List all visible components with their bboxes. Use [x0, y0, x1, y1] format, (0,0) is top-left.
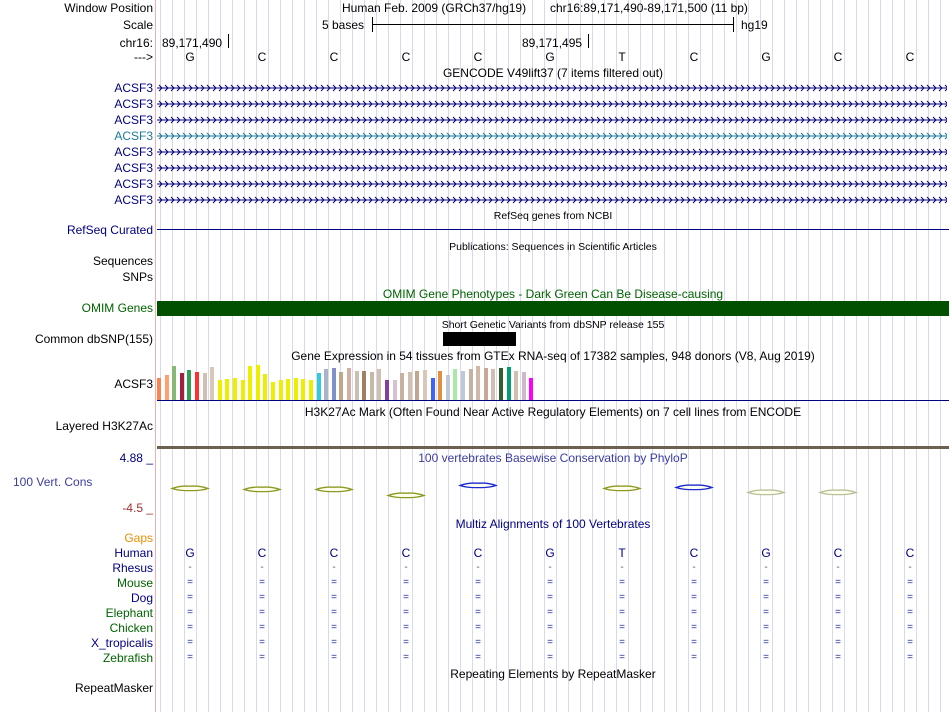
alignment-gap: =: [331, 637, 337, 648]
phylop-ymin: -4.5 _: [122, 501, 153, 515]
scale-text: 5 bases: [322, 18, 365, 32]
gtex-tissue-bar[interactable]: [279, 380, 283, 400]
alignment-base: C: [473, 546, 483, 560]
alignment-gap: =: [763, 637, 769, 648]
phylop-label[interactable]: 100 Vert. Cons: [13, 475, 93, 489]
alignment-gap: =: [475, 652, 481, 663]
scale-db: hg19: [741, 18, 768, 32]
gtex-tissue-bar[interactable]: [476, 366, 480, 400]
gencode-title[interactable]: GENCODE V49lift37 (7 items filtered out): [442, 66, 664, 80]
refseq-gene-line[interactable]: [157, 229, 949, 230]
alignment-gap: -: [404, 562, 408, 573]
phylop-title[interactable]: 100 vertebrates Basewise Conservation by PhyloP: [418, 451, 688, 465]
alignment-gap: =: [691, 577, 697, 588]
alignment-gap: =: [763, 607, 769, 618]
gtex-tissue-bar[interactable]: [491, 369, 495, 400]
gtex-tissue-bar[interactable]: [180, 373, 184, 400]
gtex-tissue-bar[interactable]: [446, 375, 450, 400]
alignment-gap: =: [547, 652, 553, 663]
alignment-gap: =: [835, 637, 841, 648]
alignment-gap: =: [259, 607, 265, 618]
alignment-gap: =: [475, 607, 481, 618]
alignment-gap: =: [331, 622, 337, 633]
alignment-gap: =: [907, 607, 913, 618]
transcript-track[interactable]: [157, 84, 947, 92]
alignment-gap: -: [908, 562, 912, 573]
alignment-gap: =: [619, 637, 625, 648]
strand-label: --->: [134, 50, 153, 64]
phylop-score-mark[interactable]: [170, 481, 210, 488]
alignment-gap: =: [619, 622, 625, 633]
species-label[interactable]: Rhesus: [112, 561, 153, 575]
h3k27ac-title[interactable]: H3K27Ac Mark (Often Found Near Active Regulatory Elements) on 7 cell lines from ENCODE: [304, 405, 802, 419]
window-position-label: Window Position: [64, 1, 153, 15]
alignment-gap: =: [187, 577, 193, 588]
alignment-gap: =: [187, 637, 193, 648]
phylop-score-mark[interactable]: [602, 481, 642, 488]
phylop-score-mark[interactable]: [818, 485, 858, 492]
h3k27ac-label[interactable]: Layered H3K27Ac: [55, 419, 153, 433]
transcript-label[interactable]: ACSF3: [114, 113, 153, 127]
gtex-tissue-bar[interactable]: [263, 374, 267, 400]
alignment-gap: =: [763, 577, 769, 588]
alignment-gap: =: [619, 652, 625, 663]
scale-bar: [372, 24, 734, 25]
gtex-tissue-bar[interactable]: [256, 365, 260, 400]
gtex-tissue-bar[interactable]: [225, 379, 229, 400]
alignment-gap: =: [907, 622, 913, 633]
alignment-gap: =: [907, 592, 913, 603]
ruler-tick-1: [228, 34, 229, 48]
alignment-gap: =: [547, 607, 553, 618]
phylop-score-mark[interactable]: [746, 485, 786, 492]
alignment-gap: =: [403, 577, 409, 588]
transcript-label[interactable]: ACSF3: [114, 177, 153, 191]
phylop-score-mark[interactable]: [674, 480, 714, 487]
dbsnp-title[interactable]: Short Genetic Variants from dbSNP release 155: [441, 319, 665, 331]
alignment-gap: =: [403, 592, 409, 603]
base-letter: C: [689, 50, 699, 64]
alignment-gap: =: [691, 622, 697, 633]
alignment-gap: =: [259, 577, 265, 588]
chrom-label: chr16:: [119, 36, 153, 50]
gtex-tissue-bar[interactable]: [461, 371, 465, 400]
gtex-label[interactable]: ACSF3: [114, 377, 153, 391]
species-label[interactable]: Mouse: [116, 576, 153, 590]
gtex-tissue-bar[interactable]: [332, 368, 336, 400]
repeatmasker-title[interactable]: Repeating Elements by RepeatMasker: [450, 667, 656, 681]
gtex-tissue-bar[interactable]: [377, 369, 381, 400]
alignment-gap: =: [475, 592, 481, 603]
gtex-tissue-bar[interactable]: [301, 379, 305, 400]
alignment-base: C: [833, 546, 843, 560]
gtex-tissue-bar[interactable]: [165, 375, 169, 400]
scale-label: Scale: [122, 18, 153, 32]
alignment-gap: =: [763, 622, 769, 633]
alignment-gap: =: [691, 637, 697, 648]
ruler-tick-label-2: 89,171,495: [522, 36, 583, 50]
gtex-tissue-bar[interactable]: [271, 382, 275, 400]
species-label[interactable]: Chicken: [109, 621, 153, 635]
gtex-tissue-bar[interactable]: [499, 368, 503, 400]
alignment-gap: =: [835, 607, 841, 618]
alignment-gap: =: [331, 652, 337, 663]
gtex-tissue-bar[interactable]: [469, 369, 473, 400]
alignment-gap: =: [475, 577, 481, 588]
gtex-tissue-bar[interactable]: [195, 372, 199, 400]
gtex-tissue-bar[interactable]: [507, 367, 511, 400]
position-text[interactable]: chr16:89,171,490-89,171,500 (11 bp): [550, 1, 748, 15]
transcript-track[interactable]: [157, 164, 947, 172]
gtex-tissue-bar[interactable]: [324, 369, 328, 400]
transcript-label[interactable]: ACSF3: [114, 129, 153, 143]
alignment-gap: =: [763, 592, 769, 603]
alignment-gap: =: [259, 637, 265, 648]
scale-bar-left-tick: [372, 17, 373, 32]
phylop-score-mark[interactable]: [458, 478, 498, 485]
alignment-base: C: [401, 546, 411, 560]
sequences-label[interactable]: Sequences: [92, 254, 153, 268]
transcript-label[interactable]: ACSF3: [114, 161, 153, 175]
gtex-tissue-bar[interactable]: [514, 371, 518, 400]
dbsnp-label[interactable]: Common dbSNP(155): [34, 332, 153, 346]
snps-label[interactable]: SNPs: [122, 270, 153, 284]
alignment-gap: =: [259, 652, 265, 663]
alignment-gap: -: [836, 562, 840, 573]
gtex-tissue-bar[interactable]: [286, 379, 290, 400]
gtex-tissue-bar[interactable]: [370, 372, 374, 400]
species-label[interactable]: Zebrafish: [102, 651, 153, 665]
alignment-gap: =: [547, 622, 553, 633]
alignment-gap: =: [259, 592, 265, 603]
alignment-gap: =: [187, 592, 193, 603]
alignment-base: C: [257, 546, 267, 560]
alignment-gap: =: [619, 577, 625, 588]
base-letter: G: [185, 50, 195, 64]
base-letter: C: [257, 50, 267, 64]
gtex-tissue-bar[interactable]: [172, 366, 176, 400]
gtex-tissue-bar[interactable]: [241, 380, 245, 400]
alignment-base: G: [185, 546, 195, 560]
gtex-tissue-bar[interactable]: [309, 380, 313, 400]
gtex-tissue-bar[interactable]: [233, 378, 237, 400]
alignment-base: T: [618, 546, 626, 560]
gtex-tissue-bar[interactable]: [484, 368, 488, 400]
gtex-tissue-bar[interactable]: [248, 366, 252, 400]
phylop-plot[interactable]: [157, 466, 949, 512]
transcript-track[interactable]: [157, 132, 947, 140]
omim-label[interactable]: OMIM Genes: [81, 301, 153, 315]
gtex-tissue-bar[interactable]: [438, 371, 442, 400]
gtex-tissue-bar[interactable]: [400, 373, 404, 400]
gtex-bar-chart[interactable]: [157, 364, 547, 400]
phylop-ymax: 4.88 _: [119, 451, 153, 465]
alignment-gap: =: [691, 592, 697, 603]
h3k27ac-signal[interactable]: [157, 446, 949, 449]
base-letter: C: [401, 50, 411, 64]
multiz-title[interactable]: Multiz Alignments of 100 Vertebrates: [455, 517, 651, 531]
gtex-tissue-bar[interactable]: [453, 369, 457, 400]
phylop-score-mark[interactable]: [314, 482, 354, 489]
transcript-label[interactable]: ACSF3: [114, 145, 153, 159]
gtex-tissue-bar[interactable]: [393, 380, 397, 400]
gtex-tissue-bar[interactable]: [529, 378, 533, 400]
transcript-track[interactable]: [157, 196, 947, 204]
transcript-label[interactable]: ACSF3: [114, 97, 153, 111]
alignment-gap: =: [331, 592, 337, 603]
phylop-score-mark[interactable]: [386, 488, 426, 495]
base-letter: G: [761, 50, 771, 64]
gtex-tissue-bar[interactable]: [385, 380, 389, 400]
transcript-track[interactable]: [157, 148, 947, 156]
alignment-gap: =: [187, 652, 193, 663]
alignment-gap: =: [619, 592, 625, 603]
base-letter: G: [545, 50, 555, 64]
refseq-title[interactable]: RefSeq genes from NCBI: [493, 210, 613, 222]
alignment-gap: =: [187, 622, 193, 633]
alignment-gap: =: [403, 637, 409, 648]
gtex-tissue-bar[interactable]: [347, 368, 351, 400]
alignment-gap: =: [691, 652, 697, 663]
gtex-tissue-bar[interactable]: [218, 380, 222, 400]
alignment-gap: -: [260, 562, 264, 573]
base-letter: C: [833, 50, 843, 64]
gtex-tissue-bar[interactable]: [522, 372, 526, 400]
transcript-track[interactable]: [157, 100, 947, 108]
assembly-text: Human Feb. 2009 (GRCh37/hg19): [342, 1, 527, 15]
alignment-gap: =: [763, 652, 769, 663]
alignment-gap: =: [475, 622, 481, 633]
alignment-base: C: [905, 546, 915, 560]
gtex-title[interactable]: Gene Expression in 54 tissues from GTEx RNA-seq of 17382 samples, 948 donors (V8, Aug 2019): [291, 349, 815, 363]
alignment-gap: =: [547, 637, 553, 648]
alignment-gap: =: [403, 607, 409, 618]
alignment-gap: =: [835, 592, 841, 603]
gtex-tissue-bar[interactable]: [187, 370, 191, 400]
alignment-gap: =: [835, 577, 841, 588]
alignment-base: G: [761, 546, 771, 560]
alignment-gap: =: [835, 622, 841, 633]
gtex-tissue-bar[interactable]: [431, 378, 435, 400]
alignment-gap: =: [619, 607, 625, 618]
alignment-gap: =: [475, 637, 481, 648]
gtex-tissue-bar[interactable]: [317, 373, 321, 400]
omim-title[interactable]: OMIM Gene Phenotypes - Dark Green Can Be Disease-causing: [382, 287, 724, 301]
species-label[interactable]: X_tropicalis: [90, 636, 153, 650]
gtex-tissue-bar[interactable]: [203, 373, 207, 400]
alignment-gap: =: [547, 577, 553, 588]
transcript-label[interactable]: ACSF3: [114, 193, 153, 207]
gtex-tissue-bar[interactable]: [355, 371, 359, 400]
ruler-tick-2: [588, 34, 589, 48]
refseq-label[interactable]: RefSeq Curated: [66, 223, 153, 237]
alignment-gap: =: [691, 607, 697, 618]
alignment-gap: =: [403, 622, 409, 633]
alignment-gap: -: [692, 562, 696, 573]
alignment-gap: -: [332, 562, 336, 573]
alignment-gap: =: [331, 577, 337, 588]
alignment-gap: =: [835, 652, 841, 663]
ruler-tick-label-1: 89,171,490: [162, 36, 223, 50]
gtex-gene-line: [157, 400, 949, 401]
alignment-gap: =: [403, 652, 409, 663]
species-label[interactable]: Human: [114, 546, 153, 560]
gtex-tissue-bar[interactable]: [157, 378, 161, 400]
repeatmasker-label[interactable]: RepeatMasker: [74, 681, 153, 695]
gtex-tissue-bar[interactable]: [362, 371, 366, 400]
alignment-gap: -: [764, 562, 768, 573]
alignment-base: G: [545, 546, 555, 560]
gtex-tissue-bar[interactable]: [423, 370, 427, 400]
alignment-gap: -: [188, 562, 192, 573]
species-label[interactable]: Dog: [130, 591, 153, 605]
alignment-gap: -: [620, 562, 624, 573]
gtex-tissue-bar[interactable]: [415, 371, 419, 400]
base-letter: T: [618, 50, 626, 64]
dbsnp-variant[interactable]: [443, 332, 516, 346]
alignment-gap: =: [187, 607, 193, 618]
publications-title[interactable]: Publications: Sequences in Scientific Articles: [449, 241, 657, 253]
alignment-base: C: [329, 546, 339, 560]
alignment-gap: =: [547, 592, 553, 603]
gtex-tissue-bar[interactable]: [210, 367, 214, 400]
alignment-gap: =: [907, 652, 913, 663]
gtex-tissue-bar[interactable]: [408, 372, 412, 400]
alignment-gap: -: [476, 562, 480, 573]
transcript-track[interactable]: [157, 116, 947, 124]
phylop-score-mark[interactable]: [242, 482, 282, 489]
transcript-track[interactable]: [157, 180, 947, 188]
scale-bar-right-tick: [733, 17, 734, 32]
alignment-gap: =: [331, 607, 337, 618]
species-label[interactable]: Elephant: [105, 606, 153, 620]
alignment-gap: =: [259, 622, 265, 633]
gtex-tissue-bar[interactable]: [339, 372, 343, 400]
alignment-gap: =: [907, 577, 913, 588]
base-letter: C: [905, 50, 915, 64]
transcript-label[interactable]: ACSF3: [114, 81, 153, 95]
omim-gene-bar[interactable]: [157, 301, 949, 316]
alignment-base: C: [689, 546, 699, 560]
alignment-gap: =: [907, 637, 913, 648]
gtex-tissue-bar[interactable]: [294, 378, 298, 400]
alignment-gap: -: [548, 562, 552, 573]
base-letter: C: [329, 50, 339, 64]
base-letter: C: [473, 50, 483, 64]
gaps-label[interactable]: Gaps: [124, 531, 153, 545]
